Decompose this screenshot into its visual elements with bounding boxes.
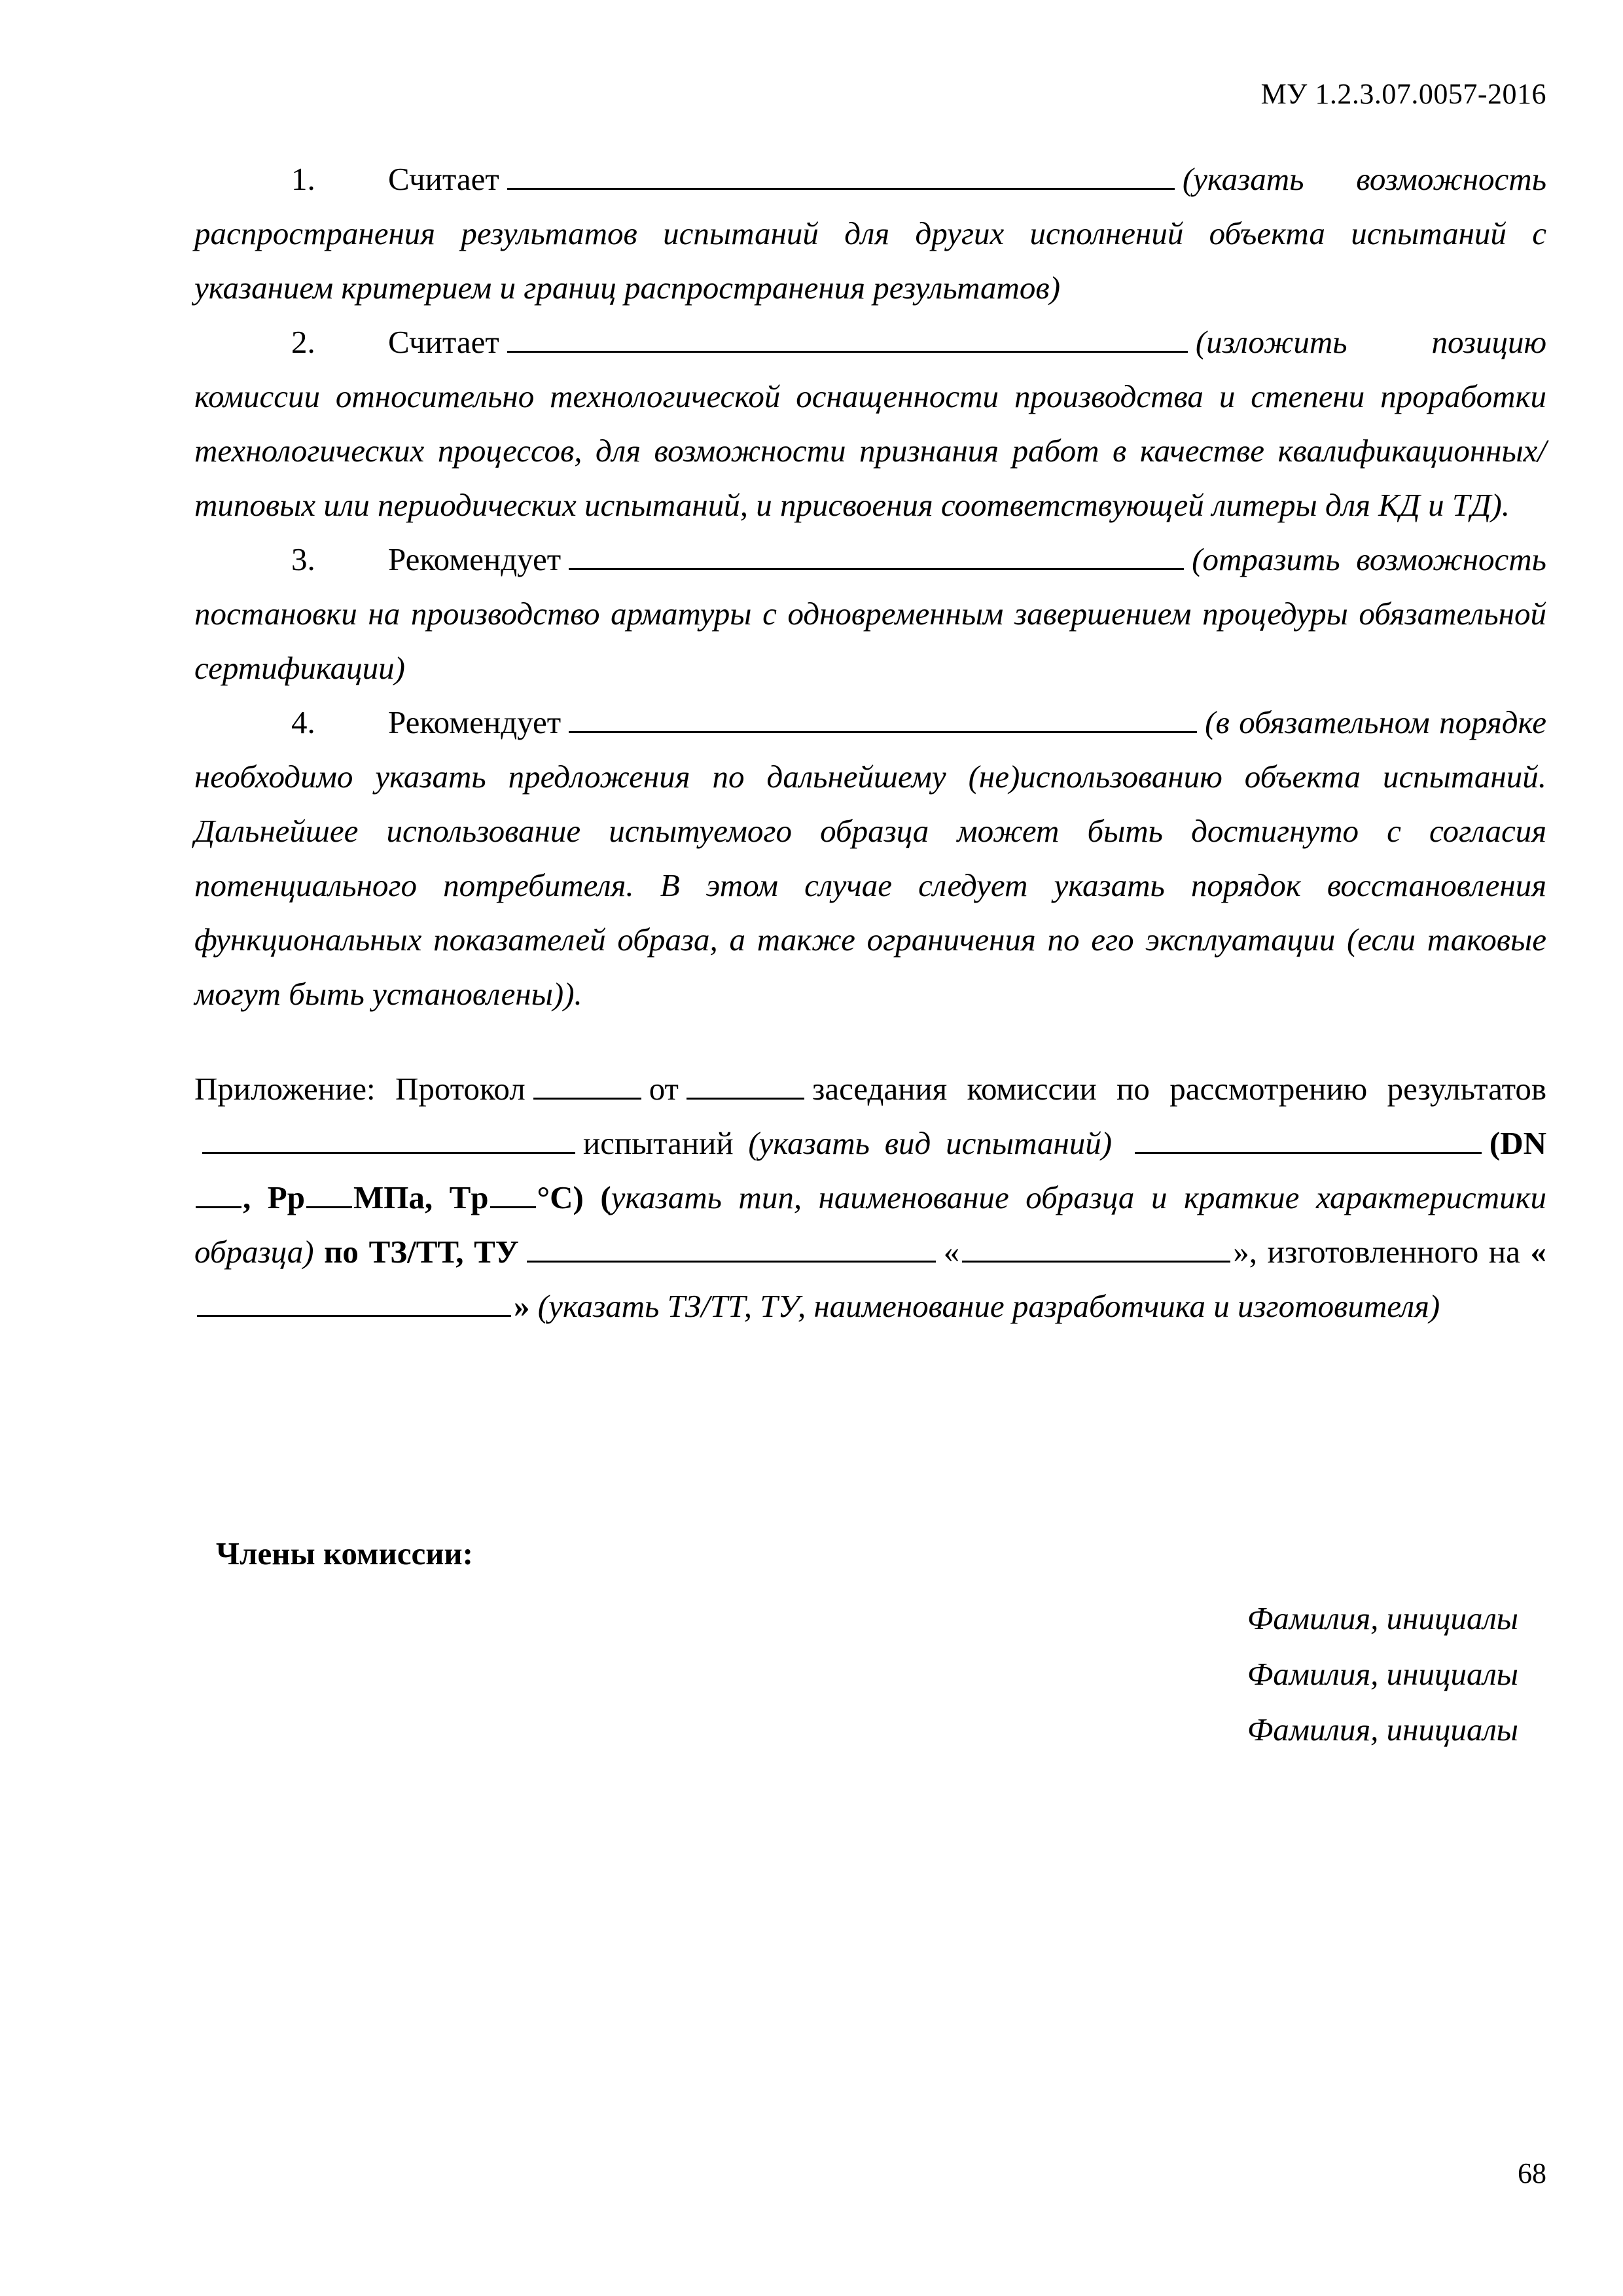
tr-blank	[490, 1176, 536, 1208]
item-verb: Считает	[388, 161, 499, 197]
signature-line: Фамилия, инициалы	[1247, 1600, 1518, 1636]
item-1	[194, 152, 1546, 315]
quote-open-bold: «	[1530, 1234, 1547, 1270]
signature-line: Фамилия, инициалы	[1247, 1712, 1518, 1748]
appendix-from: от	[649, 1071, 679, 1107]
params-close: °С)	[537, 1179, 584, 1215]
tu-blank	[527, 1230, 936, 1263]
item-4	[194, 695, 1546, 1021]
item-2	[194, 315, 1546, 532]
item-note: (в обязательном порядке необходимо указать предложения по дальнейшему (не)использованию объекта испытаний. Дальнейшее использование испытуемого образца может быть достигнуто с согласия потенциального потребителя. В этом случае следует указать порядок восстановления функциональных показателей образа, а также ограничения по его эксплуатации (если таковые могут быть установлены)).	[194, 704, 1546, 1012]
quote-open: «	[943, 1234, 960, 1270]
sample-note-open: (	[600, 1179, 611, 1215]
sample-note: указать тип, наименование образца и краткие характеристики образца)	[194, 1179, 1547, 1270]
item-verb: Считает	[388, 324, 499, 360]
pr-blank	[306, 1176, 352, 1208]
appendix-paragraph	[194, 1062, 1546, 1333]
params-dn: (DN	[1489, 1125, 1546, 1161]
final-note: (указать ТЗ/ТТ, ТУ, наименование разработчика и изготовителя)	[537, 1288, 1440, 1324]
by-tz: по ТЗ/ТТ, ТУ	[324, 1234, 519, 1270]
item-verb: Рекомендует	[388, 541, 562, 577]
protocol-number-blank	[533, 1067, 641, 1100]
quote-close-bold: »	[514, 1288, 530, 1324]
item-number: 1.	[291, 161, 315, 197]
item-number: 4.	[291, 704, 315, 740]
fill-in-blank	[569, 701, 1197, 733]
document-code: МУ 1.2.3.07.0057-2016	[1260, 78, 1546, 110]
appendix-tests: испытаний	[583, 1125, 734, 1161]
protocol-date-blank	[687, 1067, 804, 1100]
appendix-tests-note: (указать вид испытаний)	[748, 1125, 1113, 1161]
dn-blank	[196, 1176, 241, 1208]
item-3	[194, 532, 1546, 695]
fill-in-blank	[569, 538, 1184, 570]
fill-in-blank	[507, 158, 1175, 190]
appendix-meeting: заседания комиссии по рассмотрению результатов	[812, 1071, 1546, 1107]
sample-blank	[1135, 1122, 1482, 1154]
signatures-block	[1247, 1590, 1518, 1757]
signature-line: Фамилия, инициалы	[1247, 1656, 1518, 1692]
item-number: 3.	[291, 541, 315, 577]
page-number: 68	[1518, 2157, 1546, 2189]
manufactured-text: , изготовленного на	[1249, 1234, 1520, 1270]
item-note: (изложить позицию комиссии относительно технологической оснащенности производства и степени проработки технологических процессов, для возможности признания работ в качестве квалификационных/типовых или периодических испытаний, и присвоения соответствующей литеры для КД и ТД).	[194, 324, 1546, 523]
members-title: Члены комиссии:	[216, 1535, 473, 1571]
item-note: (указать возможность распространения результатов испытаний для других исполнений объекта испытаний с указанием критерием и границ распространения результатов)	[194, 161, 1546, 306]
main-content	[194, 152, 1546, 1333]
appendix-lead: Приложение: Протокол	[194, 1071, 526, 1107]
manufacturer-blank	[197, 1285, 511, 1317]
params-pr: , Pр	[243, 1179, 305, 1215]
quote-close: »	[1233, 1234, 1249, 1270]
results-blank	[202, 1122, 575, 1154]
developer-blank	[962, 1230, 1230, 1263]
item-note: (отразить возможность постановки на производство арматуры с одновременным завершением процедуры обязательной сертификации)	[194, 541, 1546, 686]
item-number: 2.	[291, 324, 315, 360]
item-verb: Рекомендует	[388, 704, 562, 740]
params-mpa: МПа, Tр	[353, 1179, 489, 1215]
fill-in-blank	[507, 321, 1188, 353]
